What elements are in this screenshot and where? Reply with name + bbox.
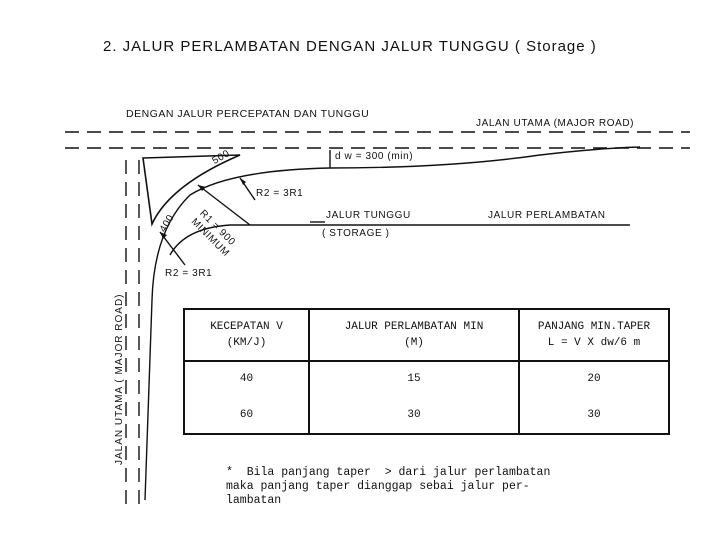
length-500-label: 500 — [210, 148, 233, 167]
cell-speed: 40 — [184, 361, 309, 404]
cell-taper-min: 20 — [519, 361, 669, 404]
cell-speed: 60 — [184, 404, 309, 434]
major-road-label-side: JALAN UTAMA ( MAJOR ROAD) — [114, 293, 125, 465]
table-header-row — [184, 309, 669, 361]
table-row — [184, 361, 669, 404]
storage-label: ( STORAGE ) — [322, 228, 390, 239]
length-400-label: 400 — [157, 212, 177, 235]
cell-taper-min: 30 — [519, 404, 669, 434]
header-taper-min: PANJANG MIN.TAPER L = V X dw/6 m — [519, 309, 669, 361]
r2-lower-label: R2 = 3R1 — [165, 268, 213, 279]
cell-decel-min: 15 — [309, 361, 519, 404]
header-decel-min: JALUR PERLAMBATAN MIN (M) — [309, 309, 519, 361]
island — [143, 155, 240, 224]
r2-upper-arrowhead — [240, 178, 246, 185]
diagram-title: 2. JALUR PERLAMBATAN DENGAN JALUR TUNGGU ( Storage ) — [103, 38, 597, 55]
diagram-subtitle: DENGAN JALUR PERCEPATAN DAN TUNGGU — [126, 108, 370, 120]
decel-lane-label: JALUR PERLAMBATAN — [488, 210, 606, 221]
major-road-label-top: JALAN UTAMA (MAJOR ROAD) — [476, 118, 635, 129]
decel-lane-table — [183, 308, 670, 435]
header-speed: KECEPATAN V (KM/J) — [184, 309, 309, 361]
r1-label: R1 = 900 MINIMUM — [188, 208, 238, 260]
storage-lane-label: JALUR TUNGGU — [326, 210, 411, 221]
table-row — [184, 404, 669, 434]
footnote: * Bila panjang taper > dari jalur perlambatan maka panjang taper dianggap sebai jalur per- lambatan — [226, 466, 551, 507]
cell-decel-min: 30 — [309, 404, 519, 434]
dw-label: d w = 300 (min) — [335, 151, 414, 162]
r2-upper-label: R2 = 3R1 — [256, 188, 304, 199]
